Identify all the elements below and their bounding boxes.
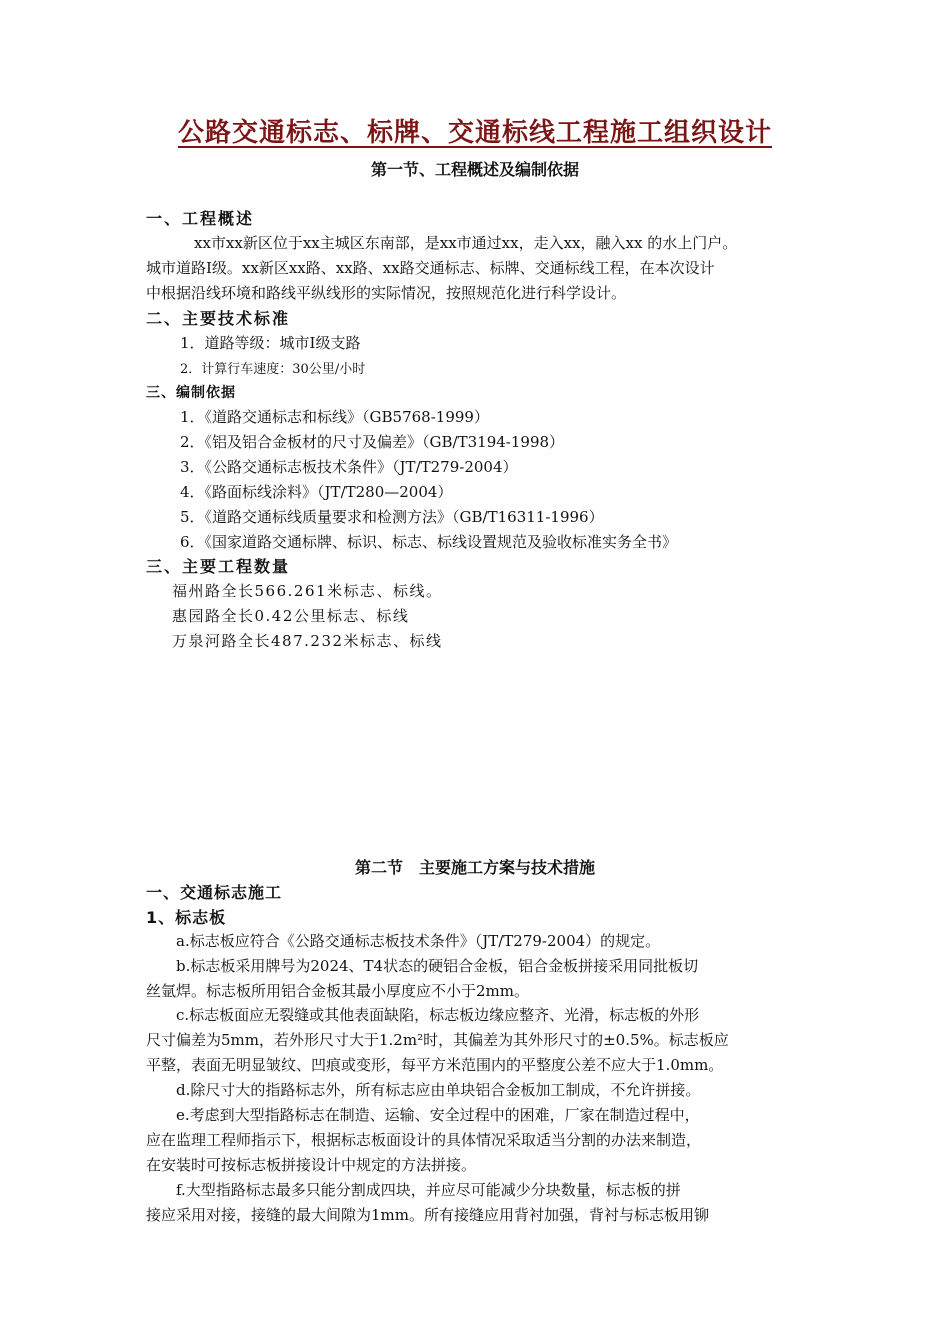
spec-line-c3: 平整，表面无明显皱纹、凹痕或变形，每平方米范围内的平整度公差不应大于1.0mm。 bbox=[146, 1056, 724, 1074]
sign-board-heading: 1、标志板 bbox=[146, 908, 227, 927]
quantity-item-3: 万泉河路全长487.232米标志、标线 bbox=[172, 632, 443, 650]
quantity-heading: 三、主要工程数量 bbox=[146, 557, 291, 576]
basis-item-4: 4．《路面标线涂料》（JT/T280—2004） bbox=[180, 483, 453, 501]
signs-construction-heading: 一、交通标志施工 bbox=[146, 883, 283, 902]
spec-line-f1: f.大型指路标志最多只能分割成四块，并应尽可能减少分块数量，标志板的拼 bbox=[176, 1181, 681, 1199]
quantity-item-2: 惠园路全长0.42公里标志、标线 bbox=[172, 607, 410, 625]
overview-line-2: 城市道路Ⅰ级。xx新区xx路、xx路、xx路交通标志、标牌、交通标线工程，在本次设计 bbox=[146, 259, 715, 277]
basis-item-6: 6．《国家道路交通标牌、标识、标志、标线设置规范及验收标准实务全书》 bbox=[180, 533, 678, 551]
spec-line-b2: 丝氩焊。标志板所用铝合金板其最小厚度应不小于2mm。 bbox=[146, 982, 529, 1000]
spec-line-e2: 应在监理工程师指示下，根据标志板面设计的具体情况采取适当分割的办法来制造， bbox=[146, 1131, 702, 1149]
basis-item-2: 2．《铝及铝合金板材的尺寸及偏差》（GB/T3194-1998） bbox=[180, 433, 565, 451]
basis-item-1: 1．《道路交通标志和标线》（GB5768-1999） bbox=[180, 408, 489, 426]
overview-heading: 一、工程概述 bbox=[146, 209, 255, 228]
spec-line-a: a.标志板应符合《公路交通标志板技术条件》（JT/T279-2004）的规定。 bbox=[176, 932, 661, 950]
tech-heading: 二、主要技术标准 bbox=[146, 309, 291, 328]
document-title: 公路交通标志、标牌、交通标线工程施工组织设计 bbox=[177, 118, 772, 148]
spec-line-b1: b.标志板采用牌号为2024、T4状态的硬铝合金板，铝合金板拼接采用同批板切 bbox=[176, 957, 699, 975]
tech-item-1: 1．道路等级：城市Ⅰ级支路 bbox=[180, 334, 361, 352]
basis-heading: 三、编制依据 bbox=[146, 385, 236, 401]
basis-item-3: 3．《公路交通标志板技术条件》（JT/T279-2004） bbox=[180, 458, 518, 476]
spec-line-c2: 尺寸偏差为5mm，若外形尺寸大于1.2m²时，其偏差为其外形尺寸的±0.5%。标志板应 bbox=[146, 1031, 729, 1049]
spec-line-d: d.除尺寸大的指路标志外，所有标志应由单块铝合金板加工制成，不允许拼接。 bbox=[176, 1081, 701, 1099]
overview-line-1: xx市xx新区位于xx主城区东南部，是xx市通过xx，走入xx，融入xx 的水上门户。 bbox=[194, 234, 738, 252]
spec-line-e1: e.考虑到大型指路标志在制造、运输、安全过程中的困难，厂家在制造过程中， bbox=[176, 1106, 700, 1124]
tech-item-2: 2．计算行车速度：30公里/小时 bbox=[180, 362, 366, 377]
section2-heading: 第二节 主要施工方案与技术措施 bbox=[354, 858, 595, 877]
basis-item-5: 5．《道路交通标线质量要求和检测方法》（GB/T16311-1996） bbox=[180, 508, 604, 526]
spec-line-e3: 在安装时可按标志板拼接设计中规定的方法拼接。 bbox=[146, 1156, 477, 1174]
spec-line-f2: 接应采用对接，接缝的最大间隙为1mm。所有接缝应用背衬加强，背衬与标志板用铆 bbox=[146, 1206, 709, 1224]
spec-line-c1: c.标志板面应无裂缝或其他表面缺陷，标志板边缘应整齐、光滑，标志板的外形 bbox=[176, 1006, 700, 1024]
overview-line-3: 中根据沿线环境和路线平纵线形的实际情况，按照规范化进行科学设计。 bbox=[146, 284, 627, 302]
quantity-item-1: 福州路全长566.261米标志、标线。 bbox=[172, 582, 443, 600]
section1-heading: 第一节、工程概述及编制依据 bbox=[370, 160, 579, 179]
